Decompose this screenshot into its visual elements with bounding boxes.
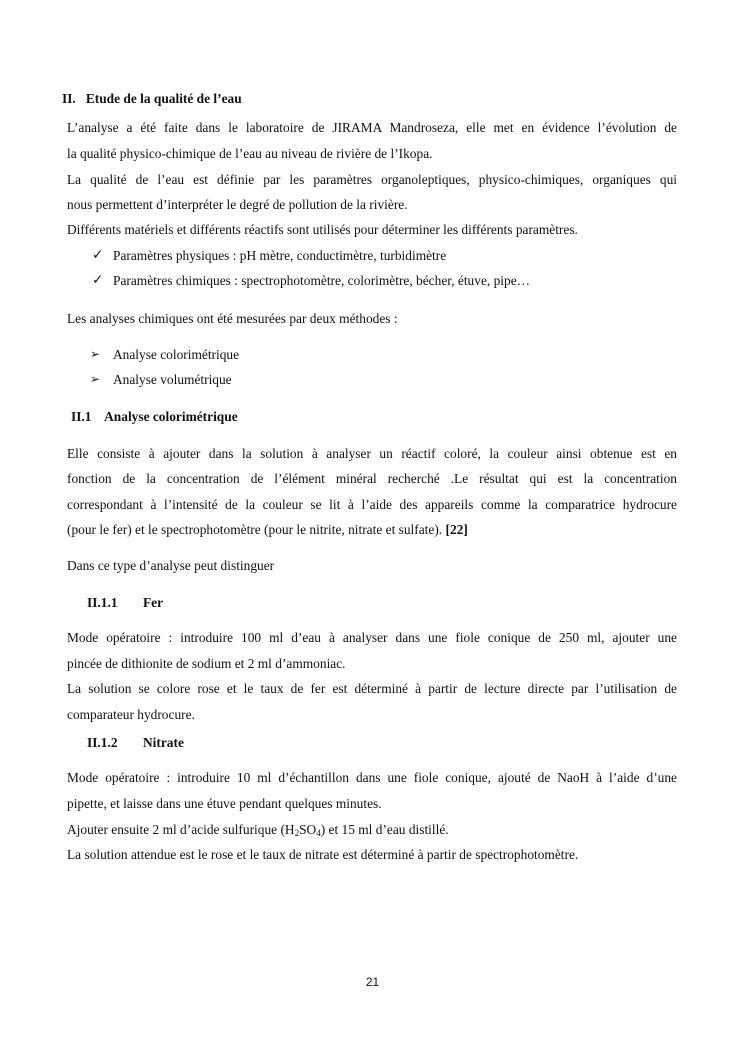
intro-line-4: nous permettent d’interpréter le degré de pollution de la rivière.	[67, 197, 408, 212]
fer-number: II.1.1	[87, 595, 118, 610]
nitrate-line-3	[67, 822, 677, 838]
fer-line-1: Mode opératoire : introduire 100 ml d’eau à analyser dans une fiole conique de 250 ml, ajouter une	[67, 630, 677, 645]
section-heading	[62, 91, 242, 107]
nitrate-heading	[87, 735, 184, 751]
para-line-4-text: (pour le fer) et le spectrophotomètre (pour le nitrite, nitrate et sulfate).	[67, 522, 443, 537]
fer-line-2: pincée de dithionite de sodium et 2 ml d’ammoniac.	[67, 656, 346, 671]
nitrate-number: II.1.2	[87, 735, 118, 750]
check-item-2: Paramètres chimiques : spectrophotomètre, colorimètre, bécher, étuve, pipe…	[113, 273, 531, 288]
check-item-1: Paramètres physiques : pH mètre, conductimètre, turbidimètre	[113, 248, 447, 263]
arrow-bullet-icon: ➢	[90, 347, 101, 361]
check-icon: ✓	[92, 272, 104, 287]
fer-title: Fer	[143, 595, 164, 610]
subscript-2: 2	[294, 828, 300, 838]
para-line-2: fonction de la concentration de l’élément minéral recherché .Le résultat qui est la concentration	[67, 471, 677, 486]
para-line-1: Elle consiste à ajouter dans la solution à analyser un réactif coloré, la couleur ainsi obtenue est en	[67, 446, 677, 461]
nitrate-line-3-mid: SO	[299, 822, 317, 837]
nitrate-line-2: pipette, et laisse dans une étuve pendant quelques minutes.	[67, 796, 382, 811]
check-icon: ✓	[92, 247, 104, 262]
para-line-4	[67, 522, 677, 538]
subsection-number: II.1	[71, 409, 92, 424]
distinguish-line: Dans ce type d’analyse peut distinguer	[67, 558, 275, 573]
subscript-4: 4	[316, 828, 321, 838]
fer-line-4: comparateur hydrocure.	[67, 707, 195, 722]
fer-line-3: La solution se colore rose et le taux de fer est déterminé à partir de lecture directe par l’utilisation de	[67, 681, 677, 696]
para-line-3: correspondant à l’intensité de la couleur se lit à l’aide des appareils comme la comparatrice hydrocure	[67, 497, 677, 512]
intro-line-2: la qualité physico-chimique de l’eau au niveau de rivière de l’Ikopa.	[67, 146, 433, 161]
arrow-bullet-icon: ➢	[90, 372, 101, 386]
reference: [22]	[445, 522, 468, 537]
method-item-1: Analyse colorimétrique	[113, 347, 240, 362]
subsection-title: Analyse colorimétrique	[104, 409, 238, 424]
nitrate-line-3-pre: Ajouter ensuite 2 ml d’acide sulfurique (H	[67, 822, 295, 837]
intro-line-3: La qualité de l’eau est définie par les paramètres organoleptiques, physico-chimiques, organiques qui	[67, 172, 677, 187]
fer-heading	[87, 595, 163, 611]
nitrate-line-3-post: ) et 15 ml d’eau distillé.	[320, 822, 449, 837]
nitrate-line-1: Mode opératoire : introduire 10 ml d’échantillon dans une fiole conique, ajouté de NaoH à l’aide d’une	[67, 770, 677, 785]
page-number: 21	[365, 975, 380, 989]
intro-line-5: Différents matériels et différents réactifs sont utilisés pour déterminer les différents paramètres.	[67, 222, 578, 237]
section-title: Etude de la qualité de l’eau	[85, 91, 242, 106]
subsection-heading	[71, 409, 238, 425]
nitrate-line-4: La solution attendue est le rose et le taux de nitrate est déterminé à partir de spectrophotomètre.	[67, 847, 579, 862]
section-number: II.	[62, 91, 76, 106]
methods-intro: Les analyses chimiques ont été mesurées par deux méthodes :	[67, 311, 398, 326]
intro-line-1: L’analyse a été faite dans le laboratoire de JIRAMA Mandroseza, elle met en évidence l’évolution de	[67, 120, 677, 135]
method-item-2: Analyse volumétrique	[113, 372, 232, 387]
nitrate-title: Nitrate	[143, 735, 184, 750]
